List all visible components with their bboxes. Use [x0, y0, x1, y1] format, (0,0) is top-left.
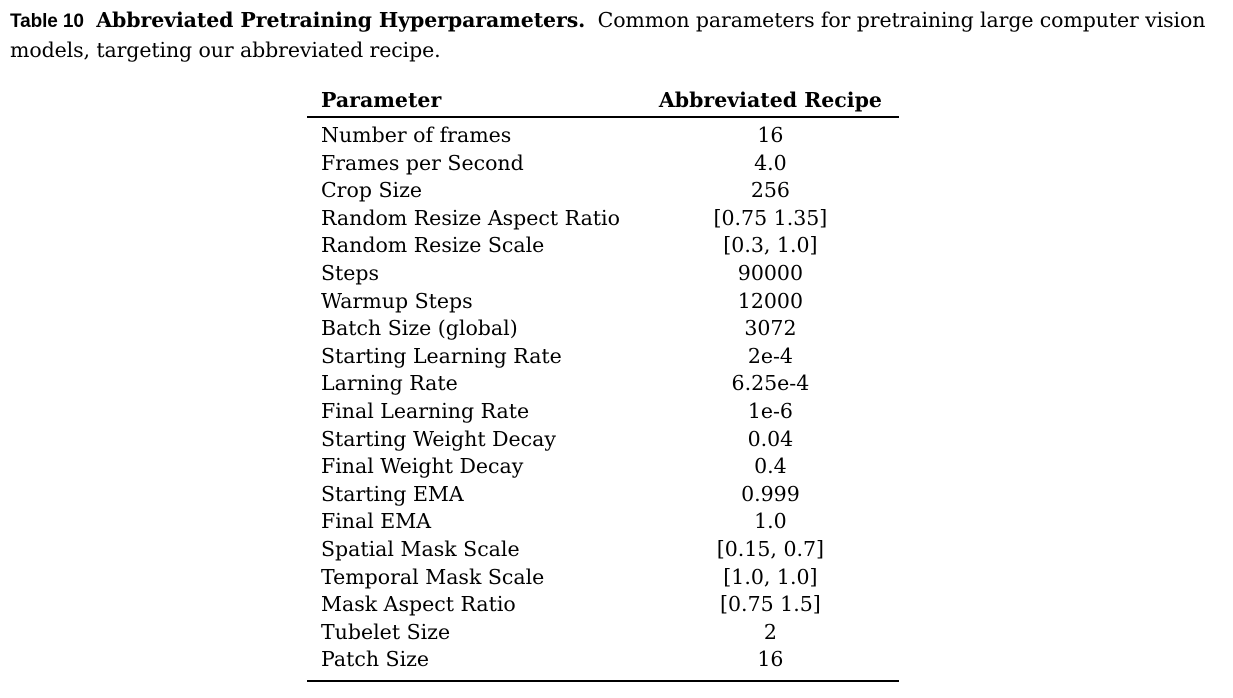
- parameter-value: 16: [642, 646, 899, 681]
- parameter-value: 1.0: [754, 509, 787, 534]
- hyperparameter-table: [307, 86, 899, 682]
- parameter-value: 3072: [744, 316, 797, 341]
- table-caption: [10, 6, 1225, 64]
- parameter-value: [0.75 1.35]: [713, 205, 828, 230]
- table-row: [307, 398, 899, 426]
- table-row: [307, 150, 899, 178]
- parameter-value: 4.0: [754, 150, 787, 175]
- parameter-name: Starting Learning Rate: [321, 343, 562, 368]
- parameter-name: Number of frames: [321, 123, 512, 147]
- parameter-name: Final Learning Rate: [321, 398, 530, 423]
- table-row: [307, 426, 899, 454]
- table-row: [307, 177, 899, 205]
- caption-title: Abbreviated Pretraining Hyperparameters.: [96, 8, 586, 32]
- parameter-name: Batch Size (global): [321, 316, 518, 341]
- parameter-name: Tubelet Size: [321, 619, 451, 644]
- parameter-value: 2e-4: [747, 343, 793, 368]
- table-row: [307, 232, 899, 260]
- parameter-name: Warmup Steps: [321, 288, 473, 313]
- parameter-name: Mask Aspect Ratio: [321, 592, 516, 617]
- parameter-name: Random Resize Aspect Ratio: [321, 205, 620, 230]
- parameter-value: 6.25e-4: [731, 371, 810, 396]
- table-row: [307, 508, 899, 536]
- parameter-name: Starting EMA: [321, 481, 464, 506]
- table-number: Table 10: [10, 11, 84, 32]
- table-row: [307, 343, 899, 371]
- parameter-name: Patch Size: [307, 646, 642, 681]
- parameter-value: 12000: [737, 288, 804, 313]
- caption-text: Common parameters for pretraining large computer vision models, targeting our abbreviated recipe.: [10, 8, 1206, 62]
- parameter-name: Random Resize Scale: [321, 233, 545, 258]
- parameter-name: Final EMA: [321, 509, 432, 534]
- parameter-value: 0.999: [741, 481, 800, 506]
- parameter-name: Final Weight Decay: [321, 454, 524, 479]
- table-row: [307, 536, 899, 564]
- table-row: [307, 260, 899, 288]
- table-header-row: [307, 86, 899, 117]
- table-row: [307, 205, 899, 233]
- table-row: [307, 481, 899, 509]
- table-row: [307, 288, 899, 316]
- parameter-value: [0.15, 0.7]: [716, 536, 825, 561]
- parameter-name: Temporal Mask Scale: [321, 564, 545, 589]
- table-row: [307, 619, 899, 647]
- parameter-value: 1e-6: [747, 398, 793, 423]
- parameter-value: [1.0, 1.0]: [723, 564, 818, 589]
- parameter-name: Steps: [321, 260, 380, 285]
- parameter-value: 16: [757, 123, 784, 147]
- parameter-value: 256: [750, 178, 790, 203]
- table-body: [307, 117, 899, 681]
- parameter-name: Frames per Second: [321, 150, 524, 175]
- parameter-value: 0.04: [747, 426, 794, 451]
- parameter-name: Spatial Mask Scale: [321, 536, 520, 561]
- parameter-value: 2: [763, 619, 777, 644]
- header-parameter: Parameter: [307, 86, 642, 117]
- table-row: [307, 453, 899, 481]
- parameter-value: 0.4: [754, 454, 787, 479]
- parameter-value: 90000: [737, 260, 804, 285]
- table-row: [307, 591, 899, 619]
- parameter-name: Crop Size: [321, 178, 422, 203]
- table-row: [307, 315, 899, 343]
- header-abbreviated-recipe: Abbreviated Recipe: [642, 86, 899, 117]
- table-row: [307, 564, 899, 592]
- table-row: [307, 117, 899, 150]
- parameter-value: [0.75 1.5]: [720, 592, 821, 617]
- parameter-value: [0.3, 1.0]: [723, 233, 818, 258]
- parameter-name: Larning Rate: [321, 371, 458, 396]
- parameter-name: Starting Weight Decay: [321, 426, 556, 451]
- table-row: [307, 646, 899, 681]
- table-row: [307, 370, 899, 398]
